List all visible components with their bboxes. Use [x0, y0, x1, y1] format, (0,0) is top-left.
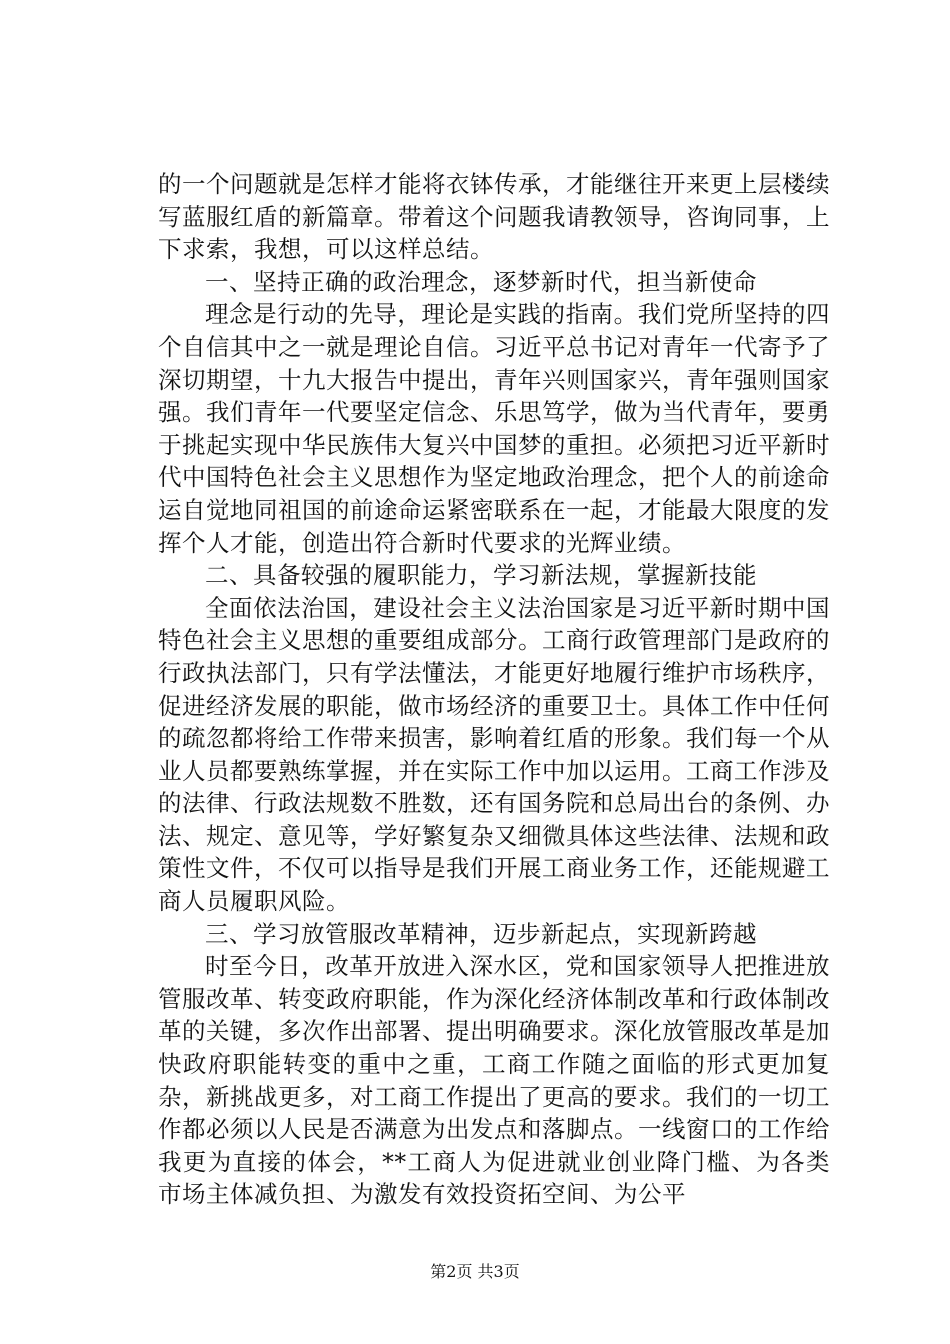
body-paragraph-4: 时至今日，改革开放进入深水区，党和国家领导人把推进放管服改革、转变政府职能，作为深化经济体制改革和行政体制改革的关键，多次作出部署、提出明确要求。深化放管服改革是加快政府职能转变的重中之重，工商工作随之面临的形式更加复杂，新挑战更多，对工商工作提出了更高的要求。我们的一切工作都必须以人民是否满意为出发点和落脚点。一线窗口的工作给我更为直接的体会，**工商人为促进就业创业降门槛、为各类市场主体减负担、为激发有效投资拓空间、为公平 — [158, 952, 830, 1209]
body-paragraph-1: 的一个问题就是怎样才能将衣钵传承，才能继往开来更上层楼续写蓝服红盾的新篇章。带着这个问题我请教领导，咨询同事，上下求索，我想，可以这样总结。 — [158, 170, 830, 264]
section-heading-2: 二、具备较强的履职能力，学习新法规，掌握新技能 — [205, 561, 757, 590]
section-heading-1: 一、坚持正确的政治理念，逐梦新时代，担当新使命 — [205, 267, 757, 296]
body-paragraph-3: 全面依法治国，建设社会主义法治国家是习近平新时期中国特色社会主义思想的重要组成部分。工商行政管理部门是政府的行政执法部门，只有学法懂法，才能更好地履行维护市场秩序，促进经济发展的职能，做市场经济的重要卫士。具体工作中任何的疏忽都将给工作带来损害，影响着红盾的形象。我们每一个从业人员都要熟练掌握，并在实际工作中加以运用。工商工作涉及的法律、行政法规数不胜数，还有国务院和总局出台的条例、办法、规定、意见等，学好繁复杂又细微具体这些法律、法规和政策性文件，不仅可以指导是我们开展工商业务工作，还能规避工商人员履职风险。 — [158, 593, 830, 916]
document-body — [158, 168, 830, 1211]
page-number-label: 第2页 共3页 — [430, 1262, 520, 1281]
section-heading-3: 三、学习放管服改革精神，迈步新起点，实现新跨越 — [205, 919, 757, 948]
page-footer — [0, 1262, 950, 1282]
body-paragraph-2: 理念是行动的先导，理论是实践的指南。我们党所坚持的四个自信其中之一就是理论自信。习近平总书记对青年一代寄予了深切期望，十九大报告中提出，青年兴则国家兴，青年强则国家强。我们青年一代要坚定信念、乐思笃学，做为当代青年，要勇于挑起实现中华民族伟大复兴中国梦的重担。必须把习近平新时代中国特色社会主义思想作为坚定地政治理念，把个人的前途命运自觉地同祖国的前途命运紧密联系在一起，才能最大限度的发挥个人才能，创造出符合新时代要求的光辉业绩。 — [158, 300, 830, 557]
